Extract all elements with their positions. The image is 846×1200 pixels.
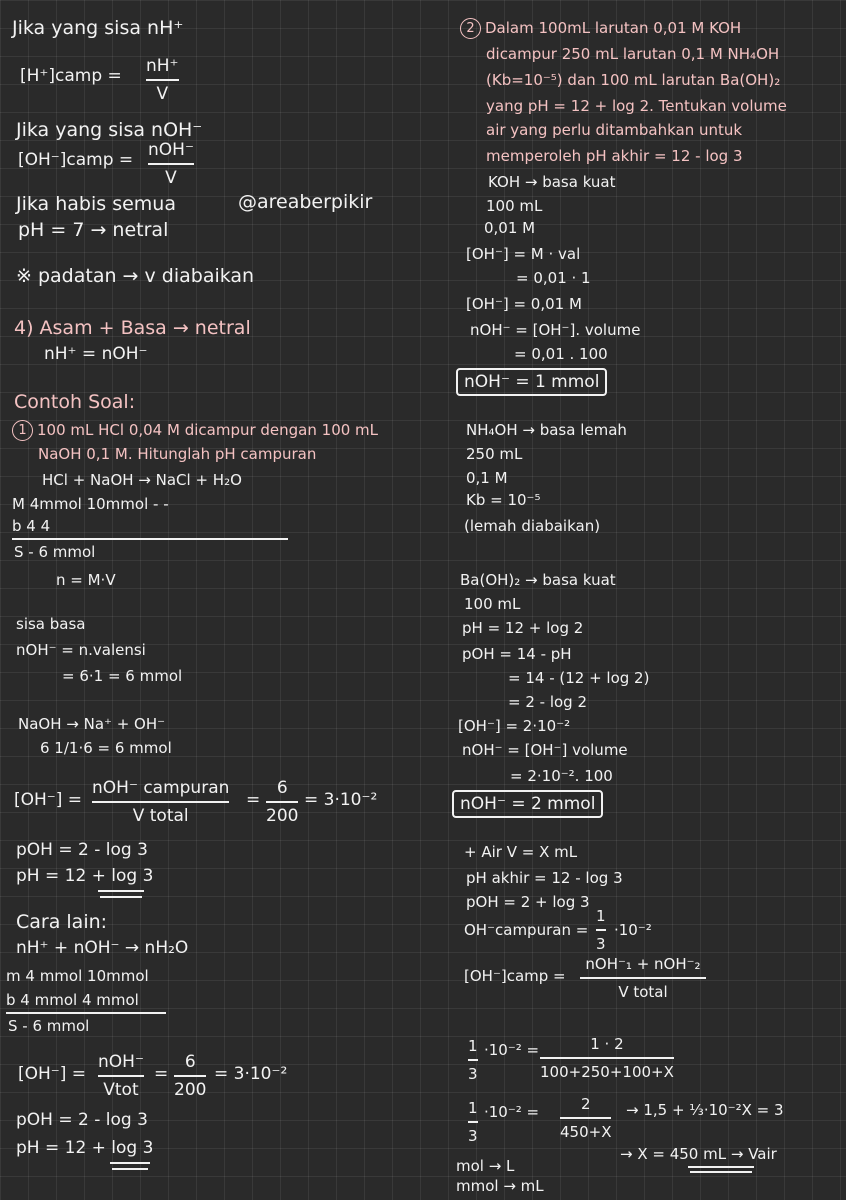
eq2-power: ·10⁻² = [484, 1103, 540, 1121]
oh2-value-denominator: 200 [174, 1080, 207, 1100]
oh-camp-fraction [148, 140, 194, 188]
mrs-row-m: M 4mmol 10mmol - - [12, 495, 169, 513]
koh-volume: 100 mL [486, 197, 543, 215]
cara-lain-heading: Cara lain: [16, 911, 108, 933]
answer-underline [100, 896, 142, 898]
fraction-bar [148, 163, 194, 165]
oh-campuran-power: ·10⁻² [614, 921, 652, 939]
naoh-mol-values: 6 1/1·6 = 6 mmol [40, 739, 172, 757]
x-result: → X = 450 mL → Vair [620, 1145, 777, 1163]
poh-result-1: pOH = 2 - log 3 [16, 840, 148, 860]
oh-campuran-numerator: 1 [596, 907, 606, 925]
text-sisa-basa: sisa basa [16, 615, 86, 633]
oh-result: = 3·10⁻² [304, 790, 378, 810]
oh-camp-numerator: nOH⁻₁ + nOH⁻₂ [585, 955, 701, 973]
cara-row-s: S - 6 mmol [8, 1017, 90, 1035]
oh-value-numerator: 6 [276, 778, 288, 798]
text-jika-habis: Jika habis semua [16, 193, 176, 215]
baoh2-heading: Ba(OH)₂ → basa kuat [460, 571, 616, 589]
oh-camp-denominator: V [165, 168, 177, 188]
oh2-value-numerator: 6 [184, 1052, 196, 1072]
baoh2-noh-formula: nOH⁻ = [OH⁻] volume [462, 741, 628, 759]
question-2-line-6: memperoleh pH akhir = 12 - log 3 [486, 147, 743, 165]
koh-noh-answer-box: nOH⁻ = 1 mmol [456, 368, 607, 396]
answer-underline [98, 890, 144, 892]
eq1-rhs-numerator: 1 · 2 [590, 1035, 624, 1053]
h-camp-fraction [146, 56, 179, 104]
air-volume: + Air V = X mL [464, 843, 578, 861]
nh4oh-kb: Kb = 10⁻⁵ [466, 491, 541, 509]
eq2-rhs-numerator: 2 [580, 1095, 591, 1113]
cara-row-b: b 4 mmol 4 mmol [6, 991, 139, 1009]
oh2-denominator: Vtot [103, 1080, 139, 1100]
answer-underline [110, 1162, 150, 1164]
mrs-row-b: b 4 4 [12, 517, 51, 535]
question-1-line-1 [12, 420, 378, 441]
contoh-soal-heading: Contoh Soal: [14, 391, 136, 413]
question-2-line-5: air yang perlu ditambahkan untuk [486, 121, 743, 139]
eq1-power: ·10⁻² = [484, 1041, 540, 1059]
nh4oh-note: (lemah diabaikan) [464, 517, 601, 535]
poh-akhir: pOH = 2 + log 3 [466, 893, 590, 911]
oh-camp-numerator: nOH⁻ [148, 140, 194, 160]
baoh2-oh-result: [OH⁻] = 2·10⁻² [458, 717, 571, 735]
text-jika-sisa-nh: Jika yang sisa nH⁺ [12, 17, 184, 39]
nh4oh-molarity: 0,1 M [466, 469, 508, 487]
eq1-lhs-denominator: 3 [468, 1065, 478, 1083]
oh-camp-label: [OH⁻]camp = [464, 967, 566, 985]
oh-fraction-denominator: V total [132, 806, 189, 826]
fraction-bar [596, 929, 606, 931]
section-4-heading: 4) Asam + Basa → netral [14, 317, 251, 339]
fraction-bar [580, 977, 706, 979]
oh2-result: = 3·10⁻² [214, 1064, 288, 1084]
ph-result-1: pH = 12 + log 3 [16, 866, 154, 886]
section-4-equation: nH⁺ = nOH⁻ [44, 344, 148, 364]
question-2-text-a: Dalam 100mL larutan 0,01 M KOH [485, 19, 742, 37]
nh4oh-heading: NH₄OH → basa lemah [466, 421, 627, 439]
eq1-rhs-denominator: 100+250+100+X [540, 1063, 674, 1081]
fraction-bar [146, 79, 179, 81]
eq2-lhs-denominator: 3 [468, 1127, 478, 1145]
equation-2-lhs-fraction [468, 1098, 478, 1146]
oh2-value-fraction [174, 1052, 206, 1100]
eq2-rhs-denominator: 450+X [560, 1123, 612, 1141]
author-handle: @areaberpikir [238, 191, 373, 213]
koh-oh-result: [OH⁻] = 0,01 M [466, 295, 582, 313]
ph-result-2: pH = 12 + log 3 [16, 1138, 154, 1158]
oh-fraction-numerator: nOH⁻ campuran [92, 778, 230, 798]
oh2-label: [OH⁻] = [18, 1064, 87, 1084]
cara-lain-reaction: nH⁺ + nOH⁻ → nH₂O [16, 938, 189, 958]
text-ph-netral: pH = 7 → netral [18, 219, 169, 241]
mol-to-liter: mol → L [456, 1157, 515, 1175]
baoh2-volume: 100 mL [464, 595, 521, 613]
oh-camp-fraction [580, 954, 706, 1002]
poh-result-2: pOH = 2 - log 3 [16, 1110, 148, 1130]
question-1-text-a: 100 mL HCl 0,04 M dicampur dengan 100 mL [37, 421, 379, 439]
ph-akhir: pH akhir = 12 - log 3 [466, 869, 623, 887]
koh-heading: KOH → basa kuat [488, 173, 616, 191]
oh-campuran-label: OH⁻campuran = [464, 921, 589, 939]
reaction-equation: HCl + NaOH → NaCl + H₂O [42, 471, 242, 489]
baoh2-poh-formula: pOH = 14 - pH [462, 645, 572, 663]
cara-divider [6, 1012, 166, 1014]
question-1-line-2: NaOH 0,1 M. Hitunglah pH campuran [38, 445, 317, 463]
oh-camp-denominator: V total [618, 983, 668, 1001]
question-number-badge: 1 [12, 420, 33, 441]
noh-result: = 6·1 = 6 mmol [62, 667, 183, 685]
equals-sign: = [154, 1064, 169, 1084]
koh-noh-formula: nOH⁻ = [OH⁻]. volume [470, 321, 641, 339]
question-2-line-3: (Kb=10⁻⁵) dan 100 mL larutan Ba(OH)₂ [486, 71, 781, 89]
baoh2-poh-result: = 2 - log 2 [508, 693, 588, 711]
fraction-bar [560, 1117, 611, 1119]
oh2-fraction [98, 1052, 144, 1100]
answer-underline [690, 1171, 752, 1173]
question-2-line-1 [460, 18, 741, 39]
equation-1-lhs-fraction [468, 1036, 478, 1084]
oh-value-fraction [266, 778, 298, 826]
nh4oh-volume: 250 mL [466, 445, 523, 463]
oh-concentration-label: [OH⁻] = [14, 790, 83, 810]
noh-valensi: nOH⁻ = n.valensi [16, 641, 146, 659]
question-2-line-2: dicampur 250 mL larutan 0,1 M NH₄OH [486, 45, 780, 63]
eq2-lhs-numerator: 1 [468, 1099, 478, 1117]
equals-sign: = [246, 790, 261, 810]
fraction-bar [468, 1059, 478, 1061]
mrs-row-s: S - 6 mmol [14, 543, 96, 561]
h-camp-label: [H⁺]camp = [20, 66, 122, 86]
h-camp-denominator: V [156, 84, 169, 104]
fraction-bar [92, 801, 229, 803]
oh-campuran-denominator: 3 [596, 935, 606, 953]
mrs-divider [12, 538, 288, 540]
oh-camp-label: [OH⁻]camp = [18, 150, 134, 170]
baoh2-ph: pH = 12 + log 2 [462, 619, 584, 637]
baoh2-poh-substitution: = 14 - (12 + log 2) [508, 669, 650, 687]
answer-underline [688, 1166, 754, 1168]
fraction-bar [174, 1075, 206, 1077]
mmol-to-ml: mmol → mL [456, 1177, 544, 1195]
koh-noh-substitution: = 0,01 . 100 [514, 345, 608, 363]
h-camp-numerator: nH⁺ [146, 56, 179, 76]
oh-campuran-fraction [596, 906, 606, 954]
eq2-result: → 1,5 + ⅓·10⁻²X = 3 [626, 1101, 784, 1119]
text-jika-sisa-noh: Jika yang sisa nOH⁻ [16, 119, 203, 141]
koh-molarity: 0,01 M [484, 219, 536, 237]
oh2-numerator: nOH⁻ [98, 1052, 144, 1072]
formula-n-mv: n = M·V [56, 571, 116, 589]
question-2-line-4: yang pH = 12 + log 2. Tentukan volume [486, 97, 787, 115]
eq1-lhs-numerator: 1 [468, 1037, 478, 1055]
oh-concentration-fraction [92, 778, 229, 826]
koh-oh-substitution: = 0,01 · 1 [516, 269, 591, 287]
koh-oh-formula: [OH⁻] = M · val [466, 245, 581, 263]
naoh-dissociation: NaOH → Na⁺ + OH⁻ [18, 715, 166, 733]
fraction-bar [540, 1057, 674, 1059]
fraction-bar [468, 1121, 478, 1123]
oh-value-denominator: 200 [266, 806, 299, 826]
baoh2-noh-answer-box: nOH⁻ = 2 mmol [452, 790, 603, 818]
fraction-bar [98, 1075, 144, 1077]
cara-row-m: m 4 mmol 10mmol [6, 967, 149, 985]
equation-2-rhs-fraction [560, 1094, 611, 1142]
equation-1-rhs-fraction [540, 1034, 674, 1082]
fraction-bar [266, 801, 298, 803]
note-padatan: ※ padatan → v diabaikan [16, 265, 255, 287]
answer-underline [112, 1168, 148, 1170]
question-number-badge: 2 [460, 18, 481, 39]
baoh2-noh-substitution: = 2·10⁻². 100 [510, 767, 613, 785]
